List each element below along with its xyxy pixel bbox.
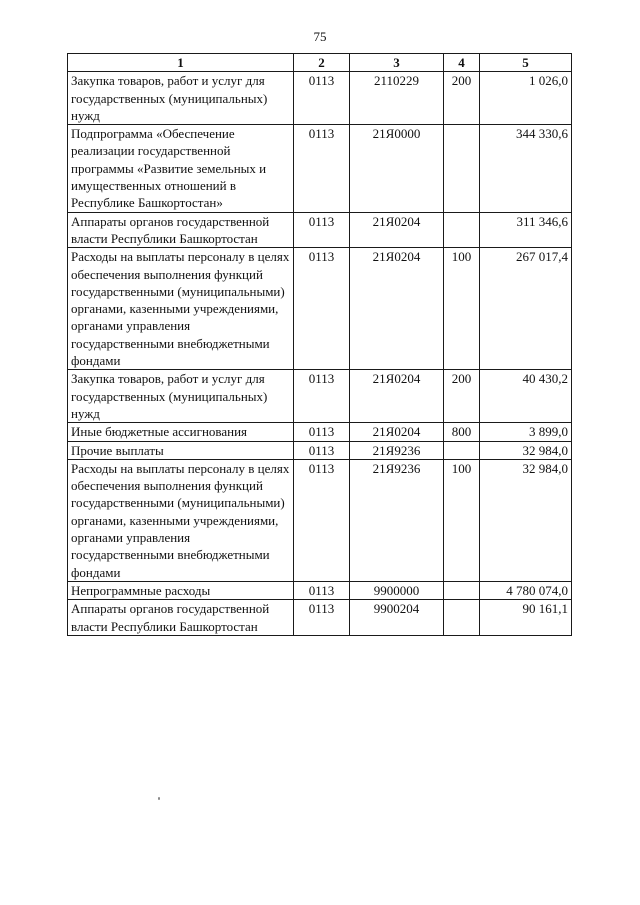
row-section-cell: 0113 bbox=[294, 248, 350, 370]
row-name-cell: Закупка товаров, работ и услуг для государственных (муниципальных) нужд bbox=[68, 72, 294, 125]
table-row bbox=[68, 72, 572, 125]
row-expense-type-cell bbox=[444, 600, 480, 636]
row-name-cell: Закупка товаров, работ и услуг для государственных (муниципальных) нужд bbox=[68, 370, 294, 423]
row-amount-cell: 4 780 074,0 bbox=[480, 581, 572, 599]
table-row bbox=[68, 370, 572, 423]
row-name-cell: Подпрограмма «Обеспечение реализации государственной программы «Развитие земельных и имущественных отношений в Республике Башкортостан» bbox=[68, 125, 294, 212]
table-header-row bbox=[68, 54, 572, 72]
row-expense-type-cell: 200 bbox=[444, 370, 480, 423]
row-target-cell: 21Я0204 bbox=[350, 212, 444, 248]
row-target-cell: 21Я0000 bbox=[350, 125, 444, 212]
row-expense-type-cell bbox=[444, 581, 480, 599]
row-amount-cell: 311 346,6 bbox=[480, 212, 572, 248]
row-target-cell: 2110229 bbox=[350, 72, 444, 125]
row-amount-cell: 344 330,6 bbox=[480, 125, 572, 212]
row-section-cell: 0113 bbox=[294, 459, 350, 581]
row-amount-cell: 90 161,1 bbox=[480, 600, 572, 636]
row-name-cell: Расходы на выплаты персоналу в целях обеспечения выполнения функций государственными (муниципальными) органами, казенными учреждениями, органами управления государственными внебюджетными фондами bbox=[68, 248, 294, 370]
row-target-cell: 21Я0204 bbox=[350, 370, 444, 423]
row-section-cell: 0113 bbox=[294, 212, 350, 248]
table-row bbox=[68, 125, 572, 212]
row-section-cell: 0113 bbox=[294, 370, 350, 423]
row-expense-type-cell bbox=[444, 125, 480, 212]
table-row bbox=[68, 248, 572, 370]
row-target-cell: 9900000 bbox=[350, 581, 444, 599]
row-target-cell: 21Я9236 bbox=[350, 459, 444, 581]
row-expense-type-cell: 200 bbox=[444, 72, 480, 125]
row-amount-cell: 32 984,0 bbox=[480, 459, 572, 581]
row-name-cell: Аппараты органов государственной власти Республики Башкортостан bbox=[68, 600, 294, 636]
row-section-cell: 0113 bbox=[294, 581, 350, 599]
budget-table bbox=[67, 53, 572, 636]
row-expense-type-cell bbox=[444, 441, 480, 459]
row-name-cell: Аппараты органов государственной власти Республики Башкортостан bbox=[68, 212, 294, 248]
row-name-cell: Расходы на выплаты персоналу в целях обеспечения выполнения функций государственными (муниципальными) органами, казенными учреждениями, органами управления государственными внебюджетными фондами bbox=[68, 459, 294, 581]
scan-speck bbox=[158, 797, 160, 800]
row-target-cell: 21Я0204 bbox=[350, 423, 444, 441]
row-expense-type-cell: 100 bbox=[444, 459, 480, 581]
row-target-cell: 21Я0204 bbox=[350, 248, 444, 370]
row-section-cell: 0113 bbox=[294, 72, 350, 125]
row-name-cell: Прочие выплаты bbox=[68, 441, 294, 459]
column-header-1: 1 bbox=[68, 54, 294, 72]
column-header-5: 5 bbox=[480, 54, 572, 72]
page-number: 75 bbox=[313, 29, 327, 44]
column-header-4: 4 bbox=[444, 54, 480, 72]
row-name-cell: Непрограммные расходы bbox=[68, 581, 294, 599]
row-amount-cell: 40 430,2 bbox=[480, 370, 572, 423]
row-expense-type-cell bbox=[444, 212, 480, 248]
row-section-cell: 0113 bbox=[294, 441, 350, 459]
column-header-2: 2 bbox=[294, 54, 350, 72]
row-expense-type-cell: 800 bbox=[444, 423, 480, 441]
table-row bbox=[68, 212, 572, 248]
table-row bbox=[68, 459, 572, 581]
table-row bbox=[68, 423, 572, 441]
table-row bbox=[68, 441, 572, 459]
row-section-cell: 0113 bbox=[294, 423, 350, 441]
row-section-cell: 0113 bbox=[294, 125, 350, 212]
row-name-cell: Иные бюджетные ассигнования bbox=[68, 423, 294, 441]
row-section-cell: 0113 bbox=[294, 600, 350, 636]
row-target-cell: 9900204 bbox=[350, 600, 444, 636]
row-amount-cell: 1 026,0 bbox=[480, 72, 572, 125]
column-header-3: 3 bbox=[350, 54, 444, 72]
row-expense-type-cell: 100 bbox=[444, 248, 480, 370]
table-row bbox=[68, 600, 572, 636]
row-amount-cell: 267 017,4 bbox=[480, 248, 572, 370]
row-amount-cell: 32 984,0 bbox=[480, 441, 572, 459]
row-amount-cell: 3 899,0 bbox=[480, 423, 572, 441]
table-row bbox=[68, 581, 572, 599]
row-target-cell: 21Я9236 bbox=[350, 441, 444, 459]
